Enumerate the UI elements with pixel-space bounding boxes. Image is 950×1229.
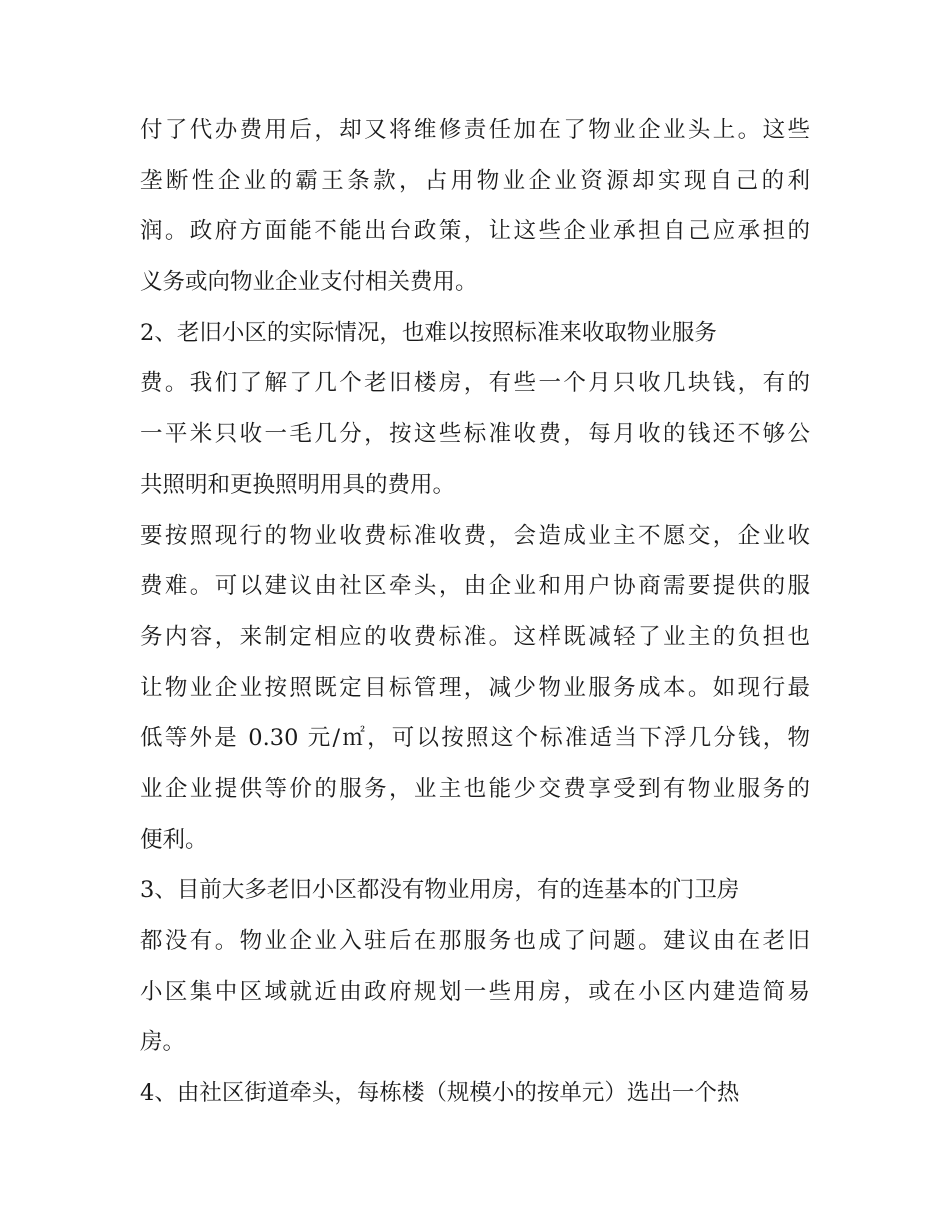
text-line: 3、目前大多老旧小区都没有物业用房，有的连基本的门卫房	[140, 877, 740, 904]
text-line: 让物业企业按照既定目标管理，减少物业服务成本。如现行最	[140, 674, 810, 701]
text-line: 费。我们了解了几个老旧楼房，有些一个月只收几块钱，有的	[140, 370, 810, 397]
text-line: 义务或向物业企业支付相关费用。	[140, 269, 478, 296]
text-line: 低等外是 0.30 元/㎡，可以按照这个标准适当下浮几分钱，物	[140, 725, 810, 752]
text-line: 便利。	[140, 826, 208, 853]
document-body	[140, 105, 810, 1119]
text-line: 业企业提供等价的服务，业主也能少交费享受到有物业服务的	[140, 775, 810, 802]
text-line: 务内容，来制定相应的收费标准。这样既减轻了业主的负担也	[140, 623, 810, 650]
text-line: 4、由社区街道牵头，每栋楼（规模小的按单元）选出一个热	[140, 1080, 740, 1107]
text-line: 小区集中区域就近由政府规划一些用房，或在小区内建造简易	[140, 978, 810, 1005]
text-line: 房。	[140, 1029, 186, 1056]
text-line: 都没有。物业企业入驻后在那服务也成了问题。建议由在老旧	[140, 928, 810, 954]
text-line: 付了代办费用后，却又将维修责任加在了物业企业头上。这些	[140, 117, 810, 143]
text-line: 费难。可以建议由社区牵头，由企业和用户协商需要提供的服	[140, 573, 810, 600]
text-line: 2、老旧小区的实际情况，也难以按照标准来收取物业服务	[140, 319, 717, 346]
text-line: 共照明和更换照明用具的费用。	[140, 471, 456, 498]
text-line: 一平米只收一毛几分，按这些标准收费，每月收的钱还不够公	[140, 421, 810, 448]
text-line: 垄断性企业的霸王条款，占用物业企业资源却实现自己的利	[140, 167, 810, 194]
text-line: 要按照现行的物业收费标准收费，会造成业主不愿交，企业收	[140, 522, 810, 549]
text-line: 润。政府方面能不能出台政策，让这些企业承担自己应承担的	[140, 218, 810, 245]
